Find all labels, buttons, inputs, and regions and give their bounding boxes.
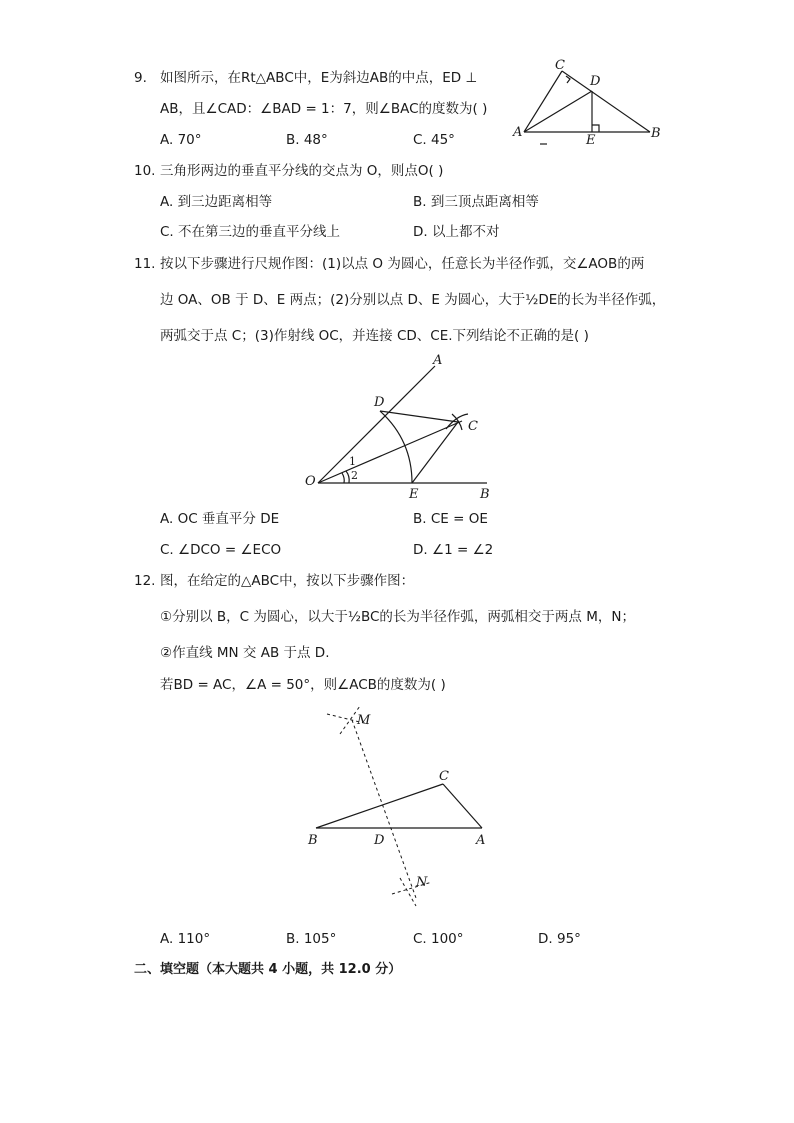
q11-ray-oa [318,366,435,483]
q10-stem: 三角形两边的垂直平分线的交点为 O，则点O( ) [160,163,444,179]
q11-segment-ec [412,422,458,483]
q11-label-b: B [480,487,490,502]
q9-label-a: A [513,125,523,140]
q12-step1: ①分别以 B，C 为圆心，以大于½BC的长为半径作弧，两弧相交于两点 M，N； [160,609,635,625]
q11-angle-arc-2 [342,473,344,483]
q11-figure [300,350,500,505]
q9-number: 9. [134,70,147,86]
q10-number: 10. [134,163,156,179]
q11-label-angle-1: 1 [349,455,356,468]
q12-option-c[interactable]: C. 100° [413,931,464,947]
q11-segment-dc [380,411,458,422]
q9-label-c: C [555,58,565,73]
q9-stem-line1: 如图所示，在Rt△ABC中，E为斜边AB的中点，ED ⊥ [160,70,478,86]
q9-option-a[interactable]: A. 70° [160,132,202,148]
q9-figure [510,55,670,150]
q12-figure [300,700,500,925]
q11-angle-arc-1 [346,471,349,483]
q11-label-e: E [409,487,419,502]
q12-label-c: C [439,769,449,784]
q9-stem-line2: AB，且∠CAD：∠BAD = 1：7，则∠BAC的度数为( ) [160,101,488,117]
q10-option-d[interactable]: D. 以上都不对 [413,224,500,240]
q11-label-o: O [305,474,316,489]
q9-right-angle-e [592,125,599,132]
q9-label-d: D [590,74,601,89]
q12-side-bc [316,784,443,828]
q11-arc-de [380,411,412,483]
q12-label-n: N [416,875,428,890]
q11-option-d[interactable]: D. ∠1 = ∠2 [413,542,494,558]
q10-option-b[interactable]: B. 到三顶点距离相等 [413,194,539,210]
q12-condition: 若BD = AC，∠A = 50°，则∠ACB的度数为( ) [160,677,446,693]
q12-line-mn [352,720,416,898]
q12-label-m: M [357,713,371,728]
q12-option-a[interactable]: A. 110° [160,931,211,947]
q12-label-a: A [476,833,486,848]
q11-option-b[interactable]: B. CE = OE [413,511,488,527]
q12-step2: ②作直线 MN 交 AB 于点 D. [160,645,330,661]
q9-label-e: E [586,133,596,148]
q9-segment-ad [524,91,592,132]
q9-right-angle-c [566,76,570,83]
q12-number: 12. [134,573,156,589]
q11-number: 11. [134,256,156,272]
q11-label-angle-2: 2 [351,469,358,482]
q12-option-d[interactable]: D. 95° [538,931,581,947]
q9-option-b[interactable]: B. 48° [286,132,328,148]
q11-label-a: A [433,353,443,368]
q9-label-b: B [651,126,661,141]
q11-ray-oc [318,421,462,483]
q11-stem-line2: 边 OA、OB 于 D、E 两点；(2)分别以点 D、E 为圆心，大于½DE的长为半径作弧， [160,292,666,308]
q10-option-c[interactable]: C. 不在第三边的垂直平分线上 [160,224,341,240]
q11-option-c[interactable]: C. ∠DCO = ∠ECO [160,542,282,558]
q11-label-c: C [468,419,478,434]
q12-label-d: D [374,833,385,848]
q12-label-b: B [308,833,318,848]
q11-stem-line1: 按以下步骤进行尺规作图：(1)以点 O 为圆心，任意长为半径作弧，交∠AOB的两 [160,256,645,272]
q11-option-a[interactable]: A. OC 垂直平分 DE [160,511,280,527]
q12-option-b[interactable]: B. 105° [286,931,337,947]
section-fill-in-heading: 二、填空题（本大题共 4 小题，共 12.0 分） [134,962,402,977]
q11-label-d: D [374,395,385,410]
q9-option-c[interactable]: C. 45° [413,132,455,148]
q12-stem: 图，在给定的△ABC中，按以下步骤作图： [160,573,415,589]
q12-side-ca [443,784,482,828]
q11-stem-line3: 两弧交于点 C；(3)作射线 OC，并连接 CD、CE.下列结论不正确的是( ) [160,328,589,344]
q10-option-a[interactable]: A. 到三边距离相等 [160,194,273,210]
q9-side-ac [524,71,562,132]
